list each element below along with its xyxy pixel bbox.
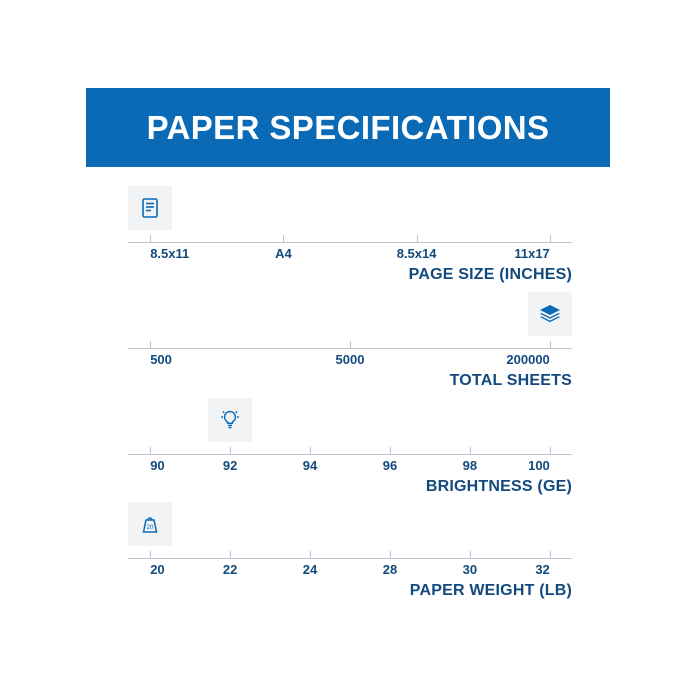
axis-tick-label: 200000 [506, 352, 550, 367]
axis-line [128, 242, 572, 243]
axis-tick-label: 30 [462, 562, 478, 577]
svg-text:20: 20 [146, 525, 154, 531]
axis-tick-label: 5000 [335, 352, 365, 367]
axis-tick [230, 447, 231, 455]
axis-tick-label: 32 [535, 562, 550, 577]
spec-label: BRIGHTNESS (GE) [425, 478, 572, 495]
document-icon [128, 186, 172, 230]
axis-tick-label: 100 [528, 458, 550, 473]
axis-tick [550, 551, 551, 559]
axis-tick [550, 235, 551, 243]
lightbulb-icon [208, 398, 252, 442]
axis-tick [150, 235, 151, 243]
weight-icon [128, 502, 172, 546]
axis-tick-label: 90 [150, 458, 165, 473]
spec-label: PAPER WEIGHT (LB) [409, 582, 572, 599]
axis-tick-label: 96 [382, 458, 398, 473]
axis-tick-label: 11x17 [514, 246, 550, 261]
axis-tick-label: 94 [302, 458, 318, 473]
page-title: PAPER SPECIFICATIONS [146, 108, 550, 146]
axis-tick [550, 447, 551, 455]
stack-icon [528, 292, 572, 336]
axis-tick [230, 551, 231, 559]
axis-tick [283, 235, 284, 243]
axis-tick [350, 341, 351, 349]
spec-label: TOTAL SHEETS [449, 372, 572, 389]
axis-tick [470, 447, 471, 455]
axis-tick [390, 551, 391, 559]
axis-tick-label: A4 [275, 246, 292, 261]
axis-tick [150, 447, 151, 455]
axis-tick-label: 92 [222, 458, 238, 473]
axis-tick [310, 447, 311, 455]
axis-tick [470, 551, 471, 559]
axis-tick-label: 8.5x11 [150, 246, 190, 261]
axis-tick-label: 98 [462, 458, 478, 473]
axis-tick-label: 24 [302, 562, 318, 577]
axis-line [128, 454, 572, 455]
axis-tick-label: 20 [150, 562, 165, 577]
axis-tick [310, 551, 311, 559]
axis-tick-label: 8.5x14 [396, 246, 437, 261]
axis-tick [150, 551, 151, 559]
axis-tick [390, 447, 391, 455]
axis-tick [550, 341, 551, 349]
axis-tick-label: 500 [150, 352, 172, 367]
spec-label: PAGE SIZE (INCHES) [408, 266, 572, 283]
header-banner [86, 88, 610, 167]
axis-tick-label: 28 [382, 562, 398, 577]
axis-tick [417, 235, 418, 243]
axis-line [128, 558, 572, 559]
axis-tick [150, 341, 151, 349]
axis-tick-label: 22 [222, 562, 238, 577]
